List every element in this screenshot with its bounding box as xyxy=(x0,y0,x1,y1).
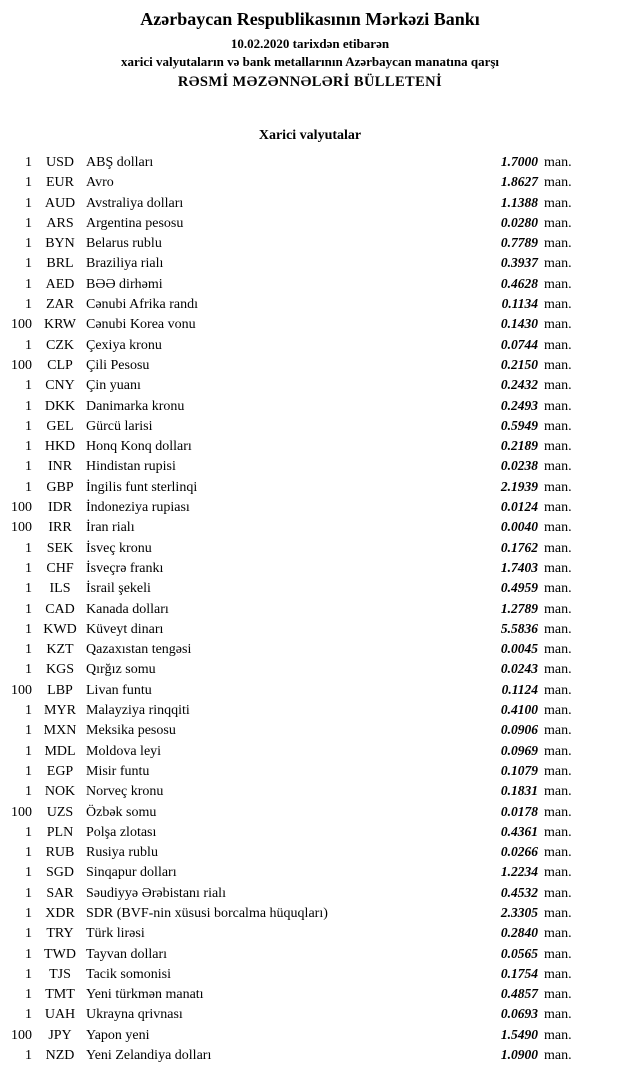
currency-name: Honq Konq dolları xyxy=(86,439,192,455)
currency-name: ABŞ dolları xyxy=(86,155,154,170)
bulletin-title: RƏSMİ MƏZƏNNƏLƏRİ BÜLLETENİ xyxy=(177,74,443,90)
currency-code: PLN xyxy=(46,824,74,840)
unit-label: man. xyxy=(544,479,572,495)
unit-label: man. xyxy=(544,276,572,292)
rate-value: 0.0124 xyxy=(500,499,538,515)
unit-label: man. xyxy=(544,155,572,170)
rate-value: 0.5949 xyxy=(500,417,538,433)
rate-value: 0.1762 xyxy=(500,539,538,555)
rate-quantity: 1 xyxy=(25,581,32,597)
rate-quantity: 1 xyxy=(25,479,32,495)
currency-code: EGP xyxy=(46,763,74,779)
unit-label: man. xyxy=(544,195,572,211)
unit-label: man. xyxy=(544,642,572,658)
rate-row xyxy=(4,294,580,314)
rate-quantity: 1 xyxy=(25,987,32,1003)
currency-code: KWD xyxy=(43,621,77,637)
rate-row xyxy=(4,700,580,720)
rate-row xyxy=(4,558,580,578)
unit-label: man. xyxy=(544,357,572,373)
currency-name: İran rialı xyxy=(86,520,135,536)
rate-value: 0.1831 xyxy=(500,783,538,799)
unit-label: man. xyxy=(544,703,572,719)
rate-row xyxy=(4,619,580,639)
rate-quantity: 1 xyxy=(25,703,32,719)
unit-label: man. xyxy=(544,540,572,556)
unit-label: man. xyxy=(544,439,572,455)
rate-quantity: 1 xyxy=(25,560,32,576)
currency-name: Özbək somu xyxy=(86,804,157,820)
unit-label: man. xyxy=(544,378,572,394)
currency-name: Səudiyyə Ərəbistanı rialı xyxy=(86,885,226,901)
currency-name: Misir funtu xyxy=(86,763,150,779)
rate-row xyxy=(4,1025,580,1045)
currency-name: Küveyt dinarı xyxy=(86,621,164,637)
currency-name: Qırğız somu xyxy=(86,662,156,678)
rate-row xyxy=(4,172,580,192)
currency-code: XDR xyxy=(45,905,75,921)
currency-code: SEK xyxy=(46,540,74,556)
currency-code: KRW xyxy=(44,317,76,333)
unit-label: man. xyxy=(544,581,572,597)
currency-name: Braziliya rialı xyxy=(86,256,164,272)
rate-quantity: 1 xyxy=(25,885,32,901)
currency-code: ILS xyxy=(49,581,71,597)
unit-label: man. xyxy=(544,926,572,942)
rate-row xyxy=(4,456,580,476)
rate-row xyxy=(4,984,580,1004)
rate-quantity: 1 xyxy=(25,459,32,475)
rate-quantity: 1 xyxy=(25,723,32,739)
unit-label: man. xyxy=(544,621,572,637)
rate-value: 0.2432 xyxy=(500,377,538,393)
rate-row xyxy=(4,213,580,233)
rate-quantity: 100 xyxy=(11,317,32,333)
unit-label: man. xyxy=(544,256,572,272)
unit-label: man. xyxy=(544,236,572,252)
rate-row xyxy=(4,720,580,740)
unit-label: man. xyxy=(544,885,572,901)
rate-value: 0.2189 xyxy=(500,438,538,454)
rate-row xyxy=(4,761,580,781)
currency-name: Malayziya rinqqiti xyxy=(86,703,190,719)
currency-name: Meksika pesosu xyxy=(86,723,176,739)
currency-code: LBP xyxy=(47,682,73,698)
rate-row xyxy=(4,599,580,619)
unit-label: man. xyxy=(544,865,572,881)
rate-row xyxy=(4,680,580,700)
rate-quantity: 1 xyxy=(25,540,32,556)
rate-quantity: 1 xyxy=(25,845,32,861)
currency-code: GBP xyxy=(46,479,74,495)
currency-code: SGD xyxy=(45,865,74,881)
currency-code: MYR xyxy=(44,703,76,719)
effective-date-line: 10.02.2020 tarixdən etibarən xyxy=(230,36,390,51)
rate-row xyxy=(4,436,580,456)
rate-value: 0.4100 xyxy=(500,702,538,718)
currency-name: Yapon yeni xyxy=(86,1027,150,1043)
rate-quantity: 100 xyxy=(11,804,32,820)
currency-code: SAR xyxy=(46,885,74,901)
rate-row xyxy=(4,741,580,761)
currency-name: Norveç kronu xyxy=(86,784,164,800)
rate-value: 5.5836 xyxy=(500,620,538,636)
rate-quantity: 1 xyxy=(25,946,32,962)
currency-code: TWD xyxy=(44,946,76,962)
unit-label: man. xyxy=(544,804,572,820)
unit-label: man. xyxy=(544,682,572,698)
currency-name: Gürcü larisi xyxy=(86,418,153,434)
rate-value: 2.1939 xyxy=(500,478,538,494)
currency-name: Rusiya rublu xyxy=(86,845,158,861)
rate-quantity: 1 xyxy=(25,824,32,840)
rate-value: 0.2493 xyxy=(500,397,538,413)
unit-label: man. xyxy=(544,601,572,617)
rate-quantity: 1 xyxy=(25,621,32,637)
currency-name: Avro xyxy=(86,175,114,191)
currency-code: TJS xyxy=(49,966,71,982)
currency-code: CAD xyxy=(45,601,75,617)
rate-quantity: 1 xyxy=(25,276,32,292)
currency-code: TRY xyxy=(46,926,74,942)
rate-row xyxy=(4,375,580,395)
currency-name: Tayvan dolları xyxy=(86,946,168,962)
rate-quantity: 1 xyxy=(25,966,32,982)
rate-quantity: 1 xyxy=(25,601,32,617)
rate-row xyxy=(4,355,580,375)
unit-label: man. xyxy=(544,1027,572,1043)
rate-value: 0.0969 xyxy=(500,742,538,758)
currency-code: NOK xyxy=(44,784,76,800)
unit-label: man. xyxy=(544,398,572,414)
currency-name: İsveçrə frankı xyxy=(86,560,164,576)
rate-row xyxy=(4,477,580,497)
rate-quantity: 1 xyxy=(25,926,32,942)
currency-code: NZD xyxy=(45,1048,75,1064)
unit-label: man. xyxy=(544,845,572,861)
rate-value: 0.0045 xyxy=(500,641,538,657)
currency-name: Yeni Zelandiya dolları xyxy=(86,1048,212,1064)
rate-quantity: 1 xyxy=(25,439,32,455)
rate-quantity: 100 xyxy=(11,520,32,536)
currency-code: UAH xyxy=(44,1007,76,1023)
rate-quantity: 1 xyxy=(25,398,32,414)
rate-value: 0.0040 xyxy=(500,519,538,535)
rate-value: 0.0238 xyxy=(500,458,538,474)
rate-value: 0.0243 xyxy=(500,661,538,677)
rate-row xyxy=(4,822,580,842)
rate-value: 0.0693 xyxy=(500,1006,538,1022)
unit-label: man. xyxy=(544,987,572,1003)
rate-row xyxy=(4,944,580,964)
rate-row xyxy=(4,1045,580,1065)
rate-row xyxy=(4,193,580,213)
rate-quantity: 1 xyxy=(25,297,32,313)
rate-row xyxy=(4,903,580,923)
currency-name: Sinqapur dolları xyxy=(86,865,177,881)
rate-row xyxy=(4,335,580,355)
rate-row xyxy=(4,578,580,598)
currency-name: Avstraliya dolları xyxy=(86,195,184,211)
unit-label: man. xyxy=(544,1007,572,1023)
rate-value: 1.2234 xyxy=(500,864,538,880)
rate-quantity: 1 xyxy=(25,743,32,759)
currency-code: INR xyxy=(47,459,73,475)
currency-name: Livan funtu xyxy=(86,682,152,698)
rate-value: 0.4361 xyxy=(500,823,538,839)
unit-label: man. xyxy=(544,723,572,739)
rate-row xyxy=(4,842,580,862)
currency-code: IDR xyxy=(47,500,73,516)
rate-row xyxy=(4,396,580,416)
rate-value: 0.1124 xyxy=(501,681,538,697)
rate-value: 0.0744 xyxy=(500,336,538,352)
unit-label: man. xyxy=(544,215,572,231)
currency-code: BRL xyxy=(46,256,74,272)
currency-name: İngilis funt sterlinqi xyxy=(86,479,198,495)
rate-value: 0.7789 xyxy=(500,235,538,251)
rate-row xyxy=(4,416,580,436)
rate-row xyxy=(4,538,580,558)
rate-row xyxy=(4,964,580,984)
currency-code: UZS xyxy=(46,804,74,820)
rates-table xyxy=(0,152,620,1065)
unit-label: man. xyxy=(544,459,572,475)
rate-row xyxy=(4,639,580,659)
currency-code: BYN xyxy=(45,236,75,252)
rate-value: 0.0565 xyxy=(500,945,538,961)
rate-row xyxy=(4,274,580,294)
rate-quantity: 100 xyxy=(11,357,32,373)
currency-name: Cənubi Korea vonu xyxy=(86,317,196,333)
rate-quantity: 1 xyxy=(25,378,32,394)
rate-value: 0.2150 xyxy=(500,356,538,372)
currency-name: Hindistan rupisi xyxy=(86,459,176,475)
rate-quantity: 1 xyxy=(25,865,32,881)
rate-row xyxy=(4,253,580,273)
unit-label: man. xyxy=(544,743,572,759)
rate-quantity: 1 xyxy=(25,155,32,170)
currency-code: EUR xyxy=(46,175,74,191)
rate-value: 0.4959 xyxy=(500,580,538,596)
rate-quantity: 1 xyxy=(25,905,32,921)
unit-label: man. xyxy=(544,905,572,921)
currency-name: BƏƏ dirhəmi xyxy=(86,276,163,292)
rate-quantity: 1 xyxy=(25,236,32,252)
rate-value: 0.4628 xyxy=(500,275,538,291)
rate-value: 0.1079 xyxy=(500,762,538,778)
currency-code: CHF xyxy=(46,560,74,576)
currency-name: Polşa zlotası xyxy=(86,824,157,840)
rate-quantity: 1 xyxy=(25,784,32,800)
unit-label: man. xyxy=(544,662,572,678)
rate-quantity: 1 xyxy=(25,418,32,434)
currency-name: Qazaxıstan tengəsi xyxy=(86,642,192,658)
rate-quantity: 100 xyxy=(11,682,32,698)
rate-row xyxy=(4,781,580,801)
rate-quantity: 1 xyxy=(25,1007,32,1023)
bulletin-subtitle: xarici valyutaların və bank metallarının Azərbaycan manatına qarşı xyxy=(120,54,500,69)
currency-name: Danimarka kronu xyxy=(86,398,185,414)
unit-label: man. xyxy=(544,1048,572,1064)
page-title: Azərbaycan Respublikasının Mərkəzi Bankı xyxy=(140,9,480,29)
currency-code: ARS xyxy=(46,215,74,231)
currency-name: Ukrayna qrivnası xyxy=(86,1007,183,1023)
rate-quantity: 1 xyxy=(25,337,32,353)
rate-value: 0.0280 xyxy=(500,214,538,230)
currency-code: MXN xyxy=(43,723,77,739)
rate-value: 1.2789 xyxy=(500,600,538,616)
currency-code: RUB xyxy=(45,845,75,861)
currency-code: GEL xyxy=(46,418,74,434)
rate-value: 0.1430 xyxy=(500,316,538,332)
rate-quantity: 1 xyxy=(25,1048,32,1064)
rate-quantity: 1 xyxy=(25,195,32,211)
currency-name: SDR (BVF-nin xüsusi borcalma hüquqları) xyxy=(86,905,328,921)
rate-row xyxy=(4,883,580,903)
rate-quantity: 100 xyxy=(11,1027,32,1043)
currency-name: Çin yuanı xyxy=(86,378,141,394)
rate-row xyxy=(4,659,580,679)
currency-name: Belarus rublu xyxy=(86,236,162,252)
currency-code: ZAR xyxy=(46,297,74,313)
rate-row xyxy=(4,862,580,882)
currency-code: TMT xyxy=(45,987,75,1003)
currency-code: USD xyxy=(45,155,74,170)
unit-label: man. xyxy=(544,560,572,576)
rate-row xyxy=(4,233,580,253)
currency-name: Argentina pesosu xyxy=(86,215,184,231)
currency-name: İndoneziya rupiası xyxy=(86,500,190,516)
rate-value: 0.4532 xyxy=(500,884,538,900)
currency-code: KGS xyxy=(45,662,74,678)
currency-code: JPY xyxy=(48,1027,72,1043)
rate-value: 1.0900 xyxy=(500,1047,538,1063)
currency-name: İsrail şekeli xyxy=(86,581,151,597)
currency-name: İsveç kronu xyxy=(86,540,152,556)
rate-value: 1.7000 xyxy=(500,154,538,169)
rate-quantity: 100 xyxy=(11,500,32,516)
currency-code: CZK xyxy=(46,337,74,353)
rate-value: 1.8627 xyxy=(500,174,538,190)
currency-name: Cənubi Afrika randı xyxy=(86,297,198,313)
rate-value: 0.2840 xyxy=(500,925,538,941)
currency-name: Kanada dolları xyxy=(86,601,169,617)
rate-quantity: 1 xyxy=(25,215,32,231)
unit-label: man. xyxy=(544,763,572,779)
rate-value: 1.7403 xyxy=(500,559,538,575)
rate-quantity: 1 xyxy=(25,763,32,779)
rate-value: 0.0178 xyxy=(500,803,538,819)
rate-value: 0.1754 xyxy=(500,965,538,981)
rate-quantity: 1 xyxy=(25,256,32,272)
section-title-foreign-currencies: Xarici valyutalar xyxy=(258,128,362,143)
rate-quantity: 1 xyxy=(25,175,32,191)
unit-label: man. xyxy=(544,520,572,536)
unit-label: man. xyxy=(544,966,572,982)
rate-quantity: 1 xyxy=(25,642,32,658)
rate-value: 0.0906 xyxy=(500,722,538,738)
unit-label: man. xyxy=(544,946,572,962)
currency-name: Çili Pesosu xyxy=(86,357,150,373)
rate-row xyxy=(4,1004,580,1024)
currency-code: AED xyxy=(45,276,75,292)
unit-label: man. xyxy=(544,175,572,191)
unit-label: man. xyxy=(544,337,572,353)
rate-value: 0.4857 xyxy=(500,986,538,1002)
currency-code: CLP xyxy=(47,357,73,373)
rate-quantity: 1 xyxy=(25,662,32,678)
rate-row xyxy=(4,802,580,822)
rate-value: 2.3305 xyxy=(500,904,538,920)
unit-label: man. xyxy=(544,317,572,333)
rate-row xyxy=(4,314,580,334)
rate-row xyxy=(4,152,580,172)
rate-value: 0.3937 xyxy=(500,255,538,271)
currency-code: AUD xyxy=(44,195,76,211)
rate-value: 1.1388 xyxy=(500,194,538,210)
rate-row xyxy=(4,517,580,537)
rate-value: 1.5490 xyxy=(500,1026,538,1042)
rate-row xyxy=(4,923,580,943)
rate-row xyxy=(4,497,580,517)
currency-code: DKK xyxy=(44,398,76,414)
unit-label: man. xyxy=(544,297,572,313)
unit-label: man. xyxy=(544,500,572,516)
rate-value: 0.1134 xyxy=(501,296,538,312)
currency-name: Türk lirəsi xyxy=(86,926,145,942)
currency-code: CNY xyxy=(45,378,75,394)
currency-code: IRR xyxy=(48,520,72,536)
unit-label: man. xyxy=(544,824,572,840)
currency-name: Moldova leyi xyxy=(86,743,162,759)
currency-code: KZT xyxy=(46,642,74,658)
currency-name: Çexiya kronu xyxy=(86,337,162,353)
currency-name: Tacik somonisi xyxy=(86,966,171,982)
unit-label: man. xyxy=(544,784,572,800)
unit-label: man. xyxy=(544,418,572,434)
currency-name: Yeni türkmən manatı xyxy=(86,987,204,1003)
currency-code: HKD xyxy=(44,439,76,455)
currency-code: MDL xyxy=(44,743,76,759)
rate-value: 0.0266 xyxy=(500,844,538,860)
